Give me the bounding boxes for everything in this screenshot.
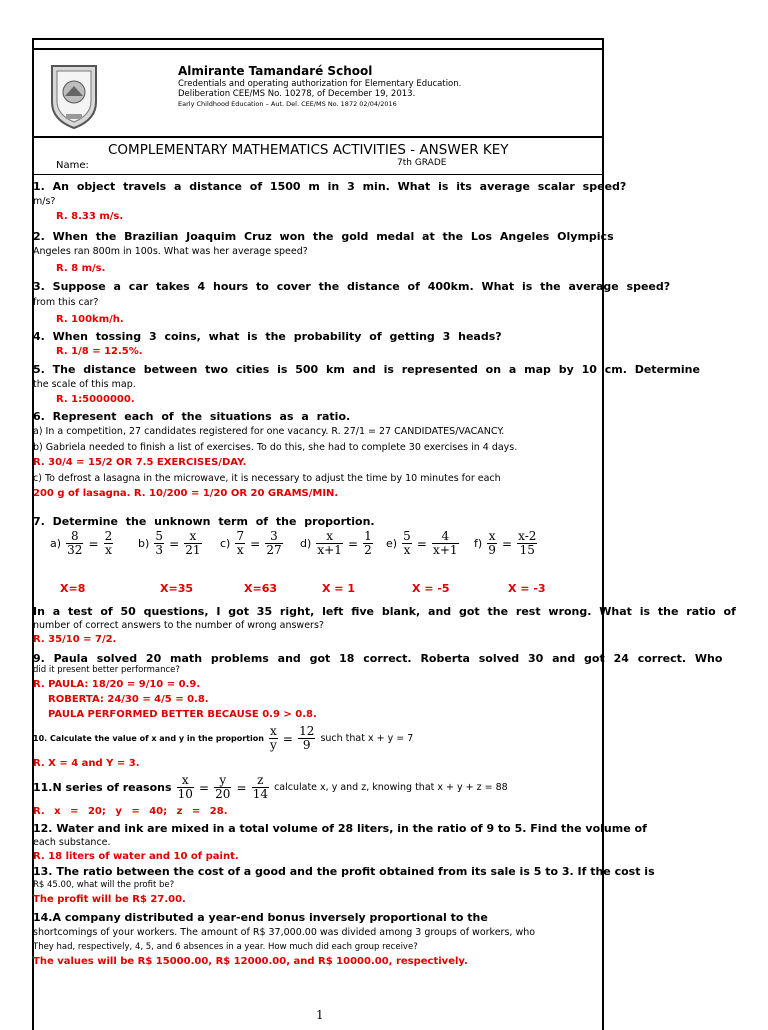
result-a: X=8 [60, 582, 86, 595]
question-11-condition: calculate x, y and z, knowing that x + y + z = 88 [274, 782, 508, 793]
question-14-continued-2: They had, respectively, 4, 5, and 6 absences in a year. How much did each group receive? [33, 942, 418, 952]
page-number: 1 [316, 1008, 324, 1022]
numerator: x [270, 724, 277, 738]
grade-label: 7th GRADE [397, 158, 447, 168]
page-title: COMPLEMENTARY MATHEMATICS ACTIVITIES - ANSWER KEY [108, 142, 509, 158]
question-11-text: 11.N series of reasons [33, 781, 172, 794]
denominator: 20 [215, 787, 231, 801]
title-divider [32, 174, 604, 175]
question-10-text: 10. Calculate the value of x and y in the proportion [33, 734, 264, 743]
answer-13: The profit will be R$ 27.00. [33, 894, 186, 905]
question-12: 12. Water and ink are mixed in a total volume of 28 liters, in the ratio of 9 to 5. Find the volume of [33, 822, 647, 835]
item-label: a) [50, 537, 62, 550]
denominator: 9 [488, 543, 496, 557]
proportion-item [50, 530, 113, 557]
answer-2: R. 8 m/s. [56, 263, 106, 274]
numerator: 7 [236, 529, 245, 543]
answer-8: R. 35/10 = 7/2. [33, 634, 117, 645]
numerator: x-2 [518, 529, 537, 543]
question-10-condition: such that x + y = 7 [320, 733, 414, 744]
numerator: 4 [432, 530, 458, 544]
numerator: x [488, 529, 496, 543]
result-b: X=35 [160, 582, 194, 595]
denominator: 27 [266, 543, 282, 557]
numerator: x [316, 530, 342, 544]
fraction-left [487, 530, 497, 557]
answer-10: R. X = 4 and Y = 3. [33, 758, 140, 769]
numerator: 12 [299, 724, 315, 738]
fraction-right [184, 530, 201, 557]
fraction-right [265, 530, 282, 557]
question-6a: a) In a competition, 27 candidates registered for one vacancy. R. 27/1 = 27 CANDIDATES/VACANCY. [33, 426, 505, 437]
question-6b: b) Gabriela needed to finish a list of exercises. To do this, she had to complete 30 exercises in 4 days. [33, 442, 518, 453]
denominator: x+1 [433, 543, 458, 557]
school-seal-icon [48, 62, 100, 130]
result-e: X = -5 [412, 582, 450, 595]
result-c: X=63 [244, 582, 278, 595]
proportion-item [220, 530, 283, 557]
question-8-continued: number of correct answers to the number of wrong answers? [33, 620, 324, 631]
question-1: 1. An object travels a distance of 1500 m in 3 min. What is its average scalar speed? [33, 180, 627, 193]
denominator: 14 [252, 787, 268, 801]
question-9-continued: did it present better performance? [33, 665, 180, 675]
denominator: 15 [519, 543, 535, 557]
school-deliberation: Deliberation CEE/MS No. 10278, of December 19, 2013. [178, 89, 416, 99]
question-6c: c) To defrost a lasagna in the microwave, it is necessary to adjust the time by 10 minutes for each [33, 473, 501, 484]
item-label: c) [220, 537, 231, 550]
question-13-continued: R$ 45.00, what will the profit be? [33, 880, 175, 890]
fraction-x-over-y [269, 725, 278, 752]
numerator: z [252, 774, 269, 788]
denominator: 32 [67, 543, 83, 557]
question-14-continued-1: shortcomings of your workers. The amount of R$ 37,000.00 was divided among 3 groups of workers, who [33, 927, 536, 938]
denominator: x [105, 543, 112, 557]
fraction-left [66, 530, 83, 557]
question-6: 6. Represent each of the situations as a ratio. [33, 410, 351, 423]
answer-14: The values will be R$ 15000.00, R$ 12000.00, and R$ 10000.00, respectively. [33, 956, 468, 967]
denominator: 21 [185, 543, 201, 557]
fraction-right [104, 530, 114, 557]
question-8: In a test of 50 questions, I got 35 right, left five blank, and got the rest wrong. What is the ratio of [33, 605, 736, 618]
answer-11: R. x = 20; y = 40; z = 28. [33, 806, 228, 817]
denominator: 10 [177, 787, 193, 801]
question-1-continued: m/s? [33, 196, 56, 207]
school-authorization: Credentials and operating authorization for Elementary Education. [178, 79, 462, 89]
item-label: f) [474, 537, 483, 550]
numerator: x [177, 774, 194, 788]
numerator: x [184, 530, 201, 544]
numerator: 3 [265, 530, 282, 544]
answer-9-paula: R. PAULA: 18/20 = 9/10 = 0.9. [33, 679, 201, 690]
result-d: X = 1 [322, 582, 356, 595]
question-4: 4. When tossing 3 coins, what is the probability of getting 3 heads? [33, 330, 502, 343]
school-early-childhood: Early Childhood Education – Aut. Del. CEE/MS No. 1872 02/04/2016 [178, 100, 397, 108]
fraction-left [402, 530, 412, 557]
answer-3: R. 100km/h. [56, 314, 124, 325]
question-13: 13. The ratio between the cost of a good and the profit obtained from its sale is 5 to 3. If the cost is [33, 865, 655, 878]
answer-5: R. 1:5000000. [56, 394, 135, 405]
question-3-continued: from this car? [33, 297, 99, 308]
equals-sign: = [199, 780, 210, 795]
fraction-y-over-20 [214, 774, 231, 801]
equals-sign: = [169, 536, 180, 551]
equals-sign: = [502, 536, 513, 551]
answer-9-conclusion: PAULA PERFORMED BETTER BECAUSE 0.9 > 0.8. [48, 709, 317, 720]
school-info [178, 66, 461, 109]
fraction-right [432, 530, 458, 557]
question-3: 3. Suppose a car takes 4 hours to cover the distance of 400km. What is the average speed? [33, 280, 671, 293]
question-2: 2. When the Brazilian Joaquim Cruz won the gold medal at the Los Angeles Olympics [33, 230, 614, 243]
denominator: 3 [155, 543, 164, 557]
numerator: 8 [66, 530, 83, 544]
item-label: b) [138, 537, 150, 550]
question-12-continued: each substance. [33, 837, 111, 848]
answer-1: R. 8.33 m/s. [56, 211, 124, 222]
equals-sign: = [250, 536, 261, 551]
equals-sign: = [88, 536, 99, 551]
fraction-left [316, 530, 342, 557]
school-name: Almirante Tamandaré School [178, 64, 373, 78]
answer-9-roberta: ROBERTA: 24/30 = 4/5 = 0.8. [48, 694, 209, 705]
question-9: 9. Paula solved 20 math problems and got 18 correct. Roberta solved 30 and got 24 correct. Who [33, 652, 723, 665]
answer-4: R. 1/8 = 12.5%. [56, 346, 143, 357]
question-7: 7. Determine the unknown term of the proportion. [33, 515, 375, 528]
fraction-left [154, 530, 164, 557]
denominator: x [403, 543, 411, 557]
result-f: X = -3 [508, 582, 546, 595]
question-5: 5. The distance between two cities is 500 km and is represented on a map by 10 cm. Determine [33, 363, 700, 376]
item-label: e) [386, 537, 398, 550]
denominator: 2 [364, 543, 372, 557]
question-2-continued: Angeles ran 800m in 100s. What was her average speed? [33, 246, 308, 257]
proportion-item [300, 530, 373, 557]
numerator: y [214, 774, 231, 788]
equals-sign: = [282, 731, 293, 746]
answer-6b: R. 30/4 = 15/2 OR 7.5 EXERCISES/DAY. [33, 457, 247, 468]
answer-6c: 200 g of lasagna. R. 10/200 = 1/20 OR 20 GRAMS/MIN. [33, 488, 339, 499]
numerator: 1 [364, 529, 372, 543]
fraction-z-over-14 [252, 774, 269, 801]
numerator: 2 [104, 529, 113, 543]
denominator: x [236, 543, 244, 557]
equals-sign: = [347, 536, 358, 551]
proportion-item [386, 530, 459, 557]
proportion-item [138, 530, 202, 557]
answer-12: R. 18 liters of water and 10 of paint. [33, 851, 239, 862]
equals-sign: = [416, 536, 427, 551]
question-10 [33, 725, 413, 752]
fraction-x-over-10 [177, 774, 194, 801]
fraction-left [235, 530, 245, 557]
numerator: 5 [403, 529, 411, 543]
fraction-right [363, 530, 373, 557]
item-label: d) [300, 537, 312, 550]
question-11 [33, 774, 508, 801]
question-14: 14.A company distributed a year-end bonus inversely proportional to the [33, 911, 488, 924]
fraction-right [517, 530, 537, 557]
question-5-continued: the scale of this map. [33, 379, 136, 390]
denominator: 9 [302, 738, 311, 752]
denominator: x+1 [317, 543, 342, 557]
equals-sign: = [236, 780, 247, 795]
proportion-item [474, 530, 537, 557]
numerator: 5 [155, 529, 164, 543]
denominator: y [270, 738, 277, 752]
fraction-12-over-9 [298, 725, 315, 752]
name-label: Name: [56, 160, 89, 171]
